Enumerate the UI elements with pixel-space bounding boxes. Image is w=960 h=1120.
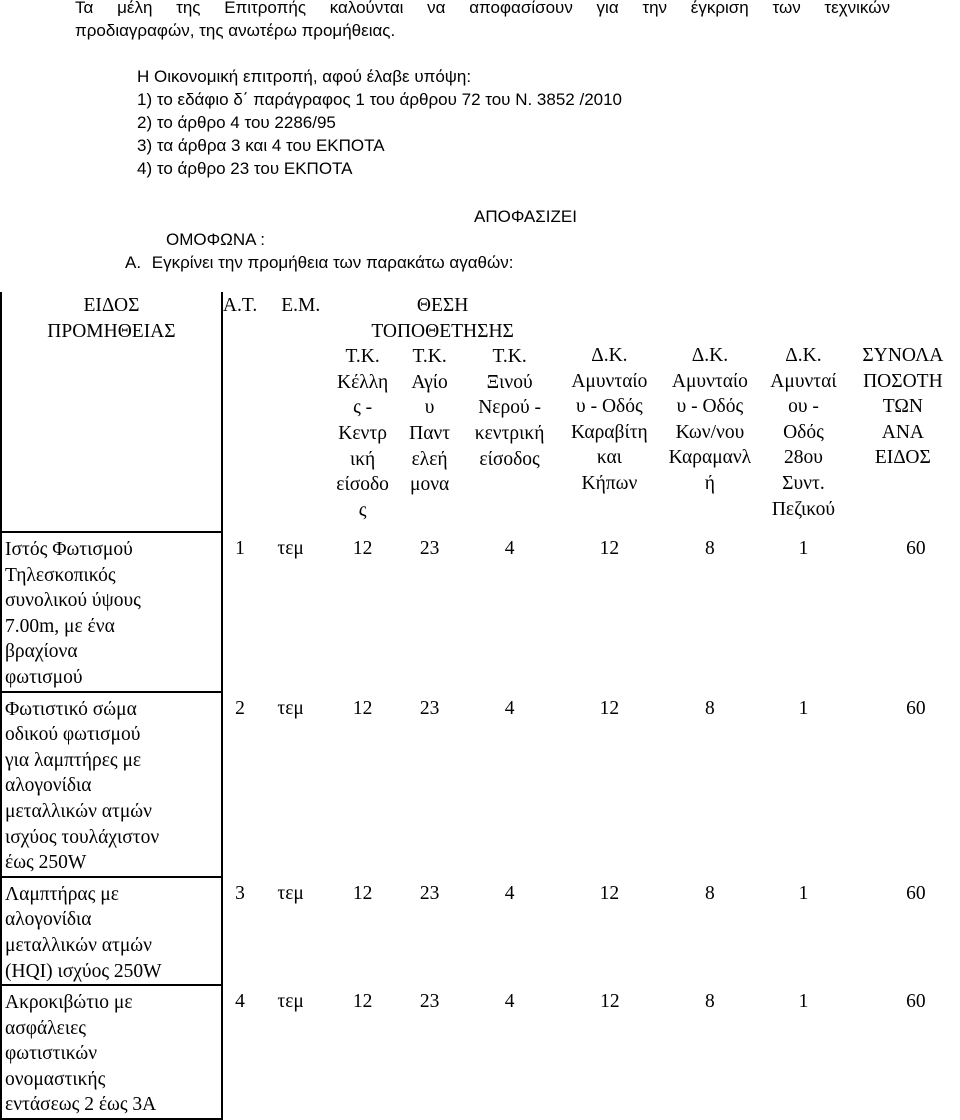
header-loc-4: Δ.Κ. Αμυνταίο υ - Οδός Καραβίτη και Κήπων [571, 345, 648, 494]
row-qty-3: 4 [504, 882, 515, 904]
header-loc-1: Τ.Κ. Κέλλη ς - Κεντρ ική είσοδο ς [336, 346, 389, 521]
header-em: Ε.Μ. [281, 295, 321, 316]
row-qty-6: 1 [798, 991, 809, 1013]
point-letter: Α. [125, 253, 142, 272]
consideration-item: 4) το άρθρο 23 του ΕΚΠΟΤΑ [137, 159, 353, 178]
intro-line-1: Τα μέλη της Επιτροπής καλούνται να αποφασίσουν για την έγκριση των τεχνικών [75, 0, 890, 17]
row-description: Λαμπτήρας με αλογονίδια μεταλλικών ατμών (HQI) ισχύος 250W [1, 877, 222, 985]
row-qty-4: 12 [599, 697, 620, 719]
items-table [0, 292, 960, 1120]
row-qty-6: 1 [798, 882, 809, 904]
header-loc-5: Δ.Κ. Αμυνταίο υ - Οδός Κων/νου Καραμανλ ή [668, 345, 752, 494]
table-row [1, 692, 960, 877]
row-qty-2: 23 [419, 991, 440, 1013]
row-qty-5: 8 [705, 538, 715, 559]
unanimous-label: ΟΜΟΦΩΝΑ : [166, 230, 266, 249]
header-item: ΕΙΔΟΣ ΠΡΟΜΗΘΕΙΑΣ [1, 292, 222, 532]
row-qty-2: 23 [419, 538, 440, 559]
row-qty-1: 12 [352, 882, 373, 904]
row-qty-1: 12 [352, 697, 373, 719]
row-description: Ιστός Φωτισμού Τηλεσκοπικός συνολικού ύψους 7.00m, με ένα βραχίονα φωτισμού [1, 532, 222, 692]
considerations-heading: Η Οικονομική επιτροπή, αφού έλαβε υπόψη: [137, 67, 472, 86]
row-qty-4: 12 [600, 991, 620, 1013]
row-at: 4 [235, 991, 245, 1013]
row-qty-6: 1 [798, 697, 809, 719]
intro-line-2: προδιαγραφών, της ανωτέρω προμήθειας. [75, 21, 396, 40]
header-total: ΣΥΝΟΛΑ ΠΟΣΟΤΗ ΤΩΝ ΑΝΑ ΕΙΔΟΣ [862, 345, 944, 469]
decision-title: ΑΠΟΦΑΣΙΖΕΙ [474, 207, 577, 226]
row-description: Φωτιστικό σώμα οδικού φωτισμού για λαμπτήρες με αλογονίδια μεταλλικών ατμών ισχύος τουλάχιστον έως 250W [1, 692, 222, 877]
row-at: 3 [235, 882, 245, 904]
header-loc-3: Τ.Κ. Ξινού Νερού - κεντρική είσοδος [474, 346, 545, 470]
row-qty-1: 12 [352, 538, 373, 559]
row-em: τεμ [277, 991, 304, 1013]
row-qty-4: 12 [599, 538, 620, 559]
consideration-item: 2) το άρθρο 4 του 2286/95 [137, 113, 336, 132]
row-description: Ακροκιβώτιο με ασφάλειες φωτιστικών ονομαστικής εντάσεως 2 έως 3Α [1, 985, 222, 1119]
header-row [1, 292, 960, 532]
row-qty-3: 4 [504, 697, 515, 719]
consideration-item: 1) το εδάφιο δ΄ παράγραφος 1 του άρθρου 72 του Ν. 3852 /2010 [137, 90, 623, 109]
row-qty-6: 1 [798, 538, 809, 559]
header-loc-2: Τ.Κ. Αγίο υ Παντ ελεή μονα [409, 346, 451, 496]
row-total: 60 [906, 882, 926, 904]
row-total: 60 [906, 538, 926, 559]
decision-point-a [125, 251, 514, 274]
row-qty-1: 12 [352, 991, 373, 1013]
row-total: 60 [906, 991, 926, 1013]
row-at: 2 [235, 697, 245, 719]
row-em: τεμ [277, 697, 304, 719]
header-at: Α.Τ. [222, 295, 258, 316]
row-qty-3: 4 [504, 991, 515, 1013]
table-row [1, 877, 960, 985]
header-location-sub: ΤΟΠΟΘΕΤΗΣΗΣ [371, 320, 514, 342]
consideration-item: 3) τα άρθρα 3 και 4 του ΕΚΠΟΤΑ [137, 136, 385, 155]
row-em: τεμ [277, 538, 304, 559]
row-qty-3: 4 [504, 538, 515, 559]
row-qty-2: 23 [419, 697, 440, 719]
header-location-group [324, 292, 561, 532]
table-row [1, 985, 960, 1119]
row-qty-2: 23 [419, 882, 440, 904]
row-qty-5: 8 [705, 882, 715, 904]
header-location: ΘΕΣΗ [416, 295, 469, 316]
row-qty-5: 8 [705, 991, 715, 1013]
row-em: τεμ [277, 882, 304, 904]
row-qty-5: 8 [705, 697, 715, 719]
row-qty-4: 12 [599, 882, 620, 904]
point-text: Εγκρίνει την προμήθεια των παρακάτω αγαθών: [151, 253, 514, 272]
row-total: 60 [906, 697, 926, 719]
table-row [1, 532, 960, 692]
header-loc-6: Δ.Κ. Αμυνταί ου - Οδός 28ου Συντ. Πεζικού [770, 345, 837, 520]
row-at: 1 [235, 538, 245, 559]
